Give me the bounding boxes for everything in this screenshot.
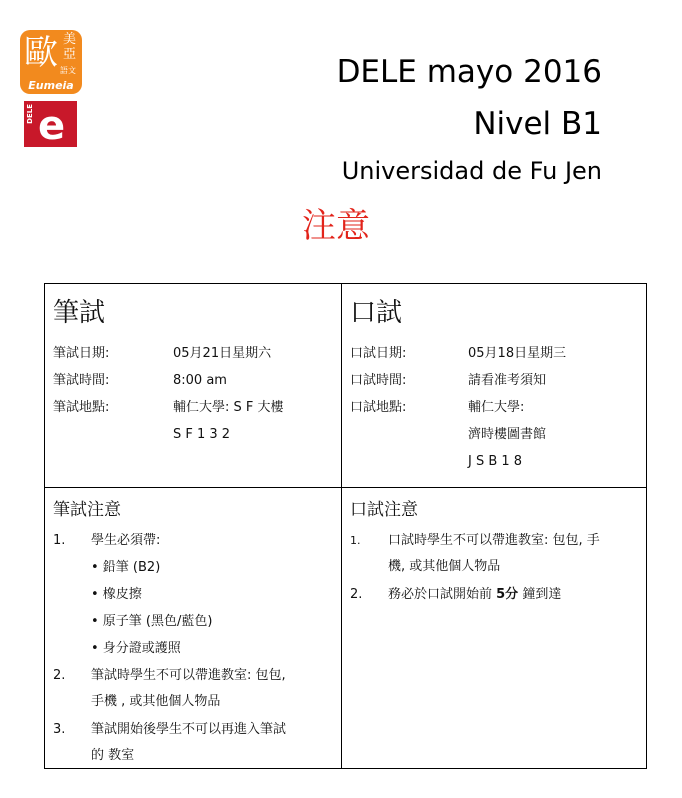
written-place-label: 筆試地點:	[53, 400, 110, 415]
oral-note-1-line-1: 口試時學生不可以帶進教室: 包包, 手	[388, 533, 600, 548]
written-note-2-line-1: 筆試時學生不可以帶進教室: 包包,	[91, 668, 286, 683]
written-note-2-number: 2.	[53, 668, 66, 683]
written-exam-cell	[45, 284, 341, 487]
oral-place-room: J S B 1 8	[468, 454, 523, 469]
eumeia-logo-char: 歐	[24, 33, 58, 73]
header-title-line-2: Nivel B1	[473, 106, 602, 142]
oral-note-2-text	[388, 584, 561, 606]
oral-note-2-bold: 5分	[496, 587, 519, 602]
written-date-label: 筆試日期:	[53, 346, 110, 361]
written-notes-title: 筆試注意	[53, 500, 121, 520]
written-note-1-number: 1.	[53, 533, 66, 548]
oral-place-label: 口試地點:	[350, 400, 407, 415]
oral-date-label: 口試日期:	[350, 346, 407, 361]
oral-place-building: 濟時樓圖書館	[468, 427, 547, 442]
dele-logo-vertical-tag: DELE	[26, 104, 34, 124]
oral-time-value: 請看准考須知	[468, 373, 547, 388]
written-note-1-text: 學生必須帶:	[91, 533, 161, 548]
info-table	[44, 283, 647, 769]
oral-time-label: 口試時間:	[350, 373, 407, 388]
oral-note-1-number: 1.	[350, 534, 361, 547]
oral-note-2-post: 鐘到達	[518, 587, 562, 602]
written-notes-cell	[45, 488, 341, 768]
oral-exam-cell	[342, 284, 647, 487]
oral-note-1-line-2: 機, 或其他個人物品	[388, 559, 501, 574]
written-time-value: 8:00 am	[173, 373, 227, 388]
written-exam-title: 筆試	[53, 298, 106, 328]
oral-notes-cell	[342, 488, 647, 768]
notice-heading: 注意	[302, 206, 370, 246]
written-time-label: 筆試時間:	[53, 373, 110, 388]
written-note-3-line-1: 筆試開始後學生不可以再進入筆試	[91, 722, 287, 737]
dele-logo	[24, 101, 77, 147]
header-title-line-3: Universidad de Fu Jen	[341, 157, 602, 185]
eumeia-logo-char-3: 語文	[60, 66, 76, 75]
oral-note-2-number: 2.	[350, 587, 363, 602]
written-bullet-id: • 身分證或護照	[91, 641, 181, 656]
written-bullet-eraser: • 橡皮擦	[91, 587, 142, 602]
written-bullet-pencil: • 鉛筆 (B2)	[91, 560, 161, 575]
written-bullet-pen: • 原子筆 (黑色/藍色)	[91, 614, 213, 629]
header-title-line-1: DELE mayo 2016	[336, 54, 602, 90]
oral-notes-title: 口試注意	[350, 500, 418, 520]
eumeia-logo-word: Eumeia	[28, 79, 74, 92]
written-note-3-line-2: 的 教室	[91, 748, 135, 763]
oral-place-value: 輔仁大學:	[468, 400, 525, 415]
eumeia-logo-char-2: 亞	[62, 47, 76, 62]
written-note-3-number: 3.	[53, 722, 66, 737]
written-place-room: S F 1 3 2	[173, 427, 231, 442]
written-place-value: 輔仁大學: S F 大樓	[173, 400, 284, 415]
oral-note-2-pre: 務必於口試開始前	[388, 587, 497, 602]
dele-logo-letter: e	[38, 103, 66, 149]
eumeia-logo	[20, 30, 82, 94]
written-date-value: 05月21日星期六	[173, 346, 272, 361]
oral-exam-title: 口試	[350, 298, 403, 328]
eumeia-logo-char-1: 美	[62, 32, 76, 47]
oral-date-value: 05月18日星期三	[468, 346, 567, 361]
written-note-2-line-2: 手機 , 或其他個人物品	[91, 694, 221, 709]
